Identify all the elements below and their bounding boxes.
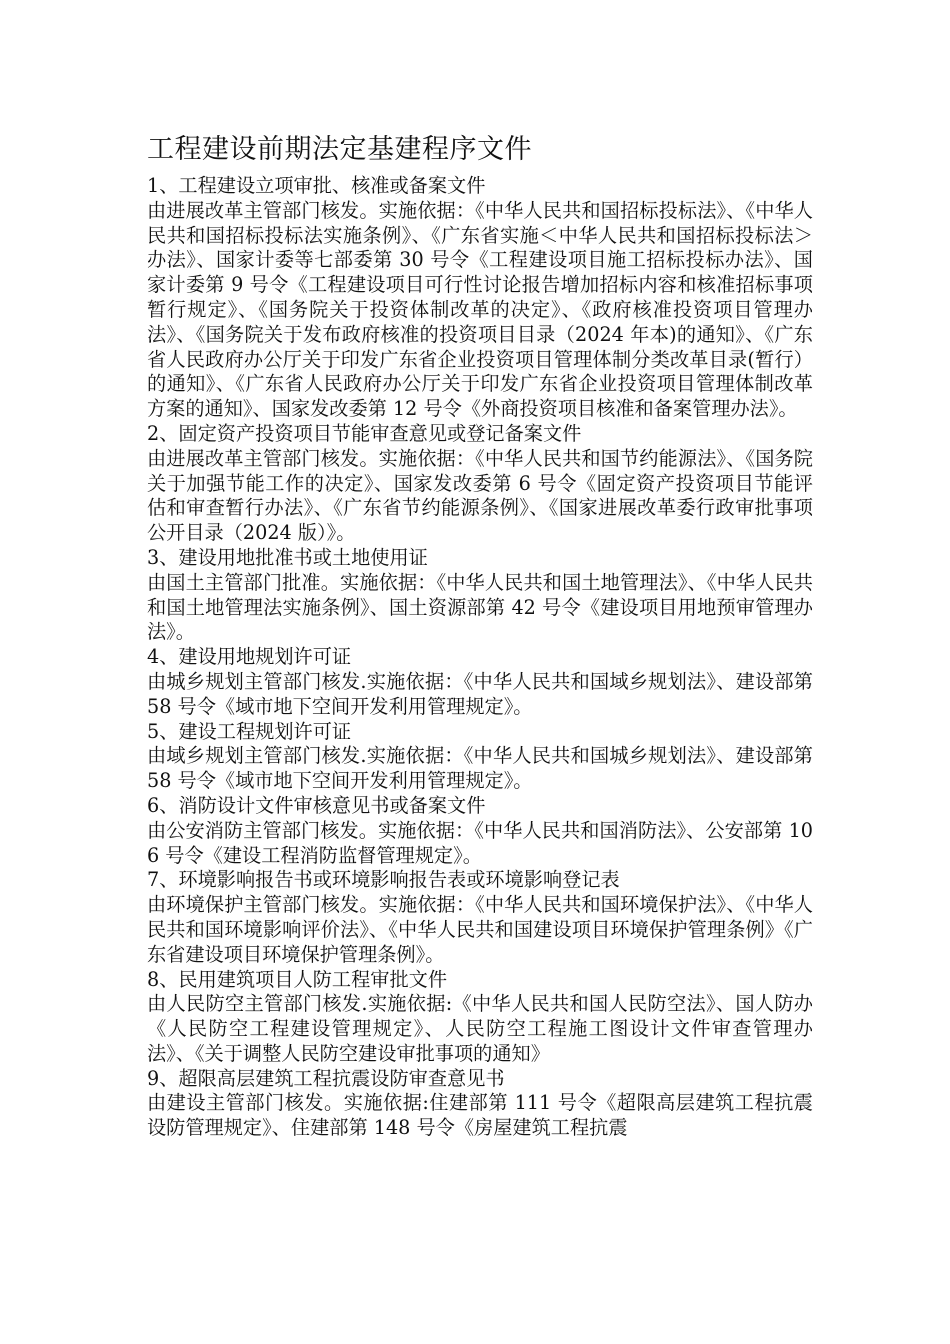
section-body: 由公安消防主管部门核发。实施依据：《中华人民共和国消防法》、公安部第 106 号令《建设工程消防监督管理规定》。 [147,818,813,867]
section-7 [147,868,813,967]
section-heading: 3、建设用地批准书或土地使用证 [147,545,428,569]
section-heading: 8、民用建筑项目人防工程审批文件 [147,967,448,991]
section-heading: 4、建设用地规划许可证 [147,645,352,669]
section-body: 由环境保护主管部门核发。实施依据：《中华人民共和国环境保护法》、《中华人民共和国环境影响评价法》、《中华人民共和国建设项目环境保护管理条例》《广东省建设项目环境保护管理条例》。 [147,893,813,966]
section-2 [147,422,813,546]
section-body: 由城乡规划主管部门核发.实施依据：《中华人民共和国域乡规划法》、建设部第 58 号令《域市地下空间开发利用管理规定》。 [147,669,813,718]
section-body: 由国土主管部门批准。实施依据：《中华人民共和国土地管理法》、《中华人民共和国土地管理法实施条例》、国土资源部第 42 号令《建设项目用地预审管理办法》。 [147,570,813,644]
section-body: 由域乡规划主管部门核发.实施依据：《中华人民共和国城乡规划法》、建设部第 58 号令《域市地下空间开发利用管理规定》。 [147,744,813,793]
section-heading: 9、超限高层建筑工程抗震设防审查意见书 [147,1066,505,1090]
section-3 [147,546,813,645]
section-heading: 7、环境影响报告书或环境影响报告表或环境影响登记表 [147,868,620,892]
section-9 [147,1067,813,1141]
section-body: 由进展改革主管部门核发。实施依据：《中华人民共和国节约能源法》、《国务院关于加强节能工作的决定》、国家发改委第 6 号令《固定资产投资项目节能评估和审查暂行办法》、《广东省节约能源条例》、《国家进展改革委行政审批事项公开目录（2024 版）》。 [147,446,813,545]
section-1 [147,174,813,422]
section-4 [147,645,813,719]
section-6 [147,794,813,868]
section-heading: 5、建设工程规划许可证 [147,719,352,743]
section-body: 由建设主管部门核发。实施依据:住建部第 111 号令《超限高层建筑工程抗震设防管理规定》、住建部第 148 号令《房屋建筑工程抗震 [147,1091,813,1140]
section-heading: 2、固定资产投资项目节能审查意见或登记备案文件 [147,421,582,445]
section-body: 由进展改革主管部门核发。实施依据：《中华人民共和国招标投标法》、《中华人民共和国招标投标法实施条例》、《广东省实施＜中华人民共和国招标投标法＞办法》、国家计委等七部委第 30 号令《工程建设项目施工招标投标办法》、国家计委第 9 号令《工程建设项目可行性讨论报告增加招标内容和核准招标事项暂行规定》、《国务院关于投资体制改革的决定》、《政府核准投资项目管理办法》、《国务院关于发布政府核准的投资项目目录（2024 年本)的通知》、《广东省人民政府办公厅关于印发广东省企业投资项目管理体制分类改革目录(暂行）的通知》、《广东省人民政府办公厅关于印发广东省企业投资项目管理体制改革方案的通知》、国家发改委第 12 号令《外商投资项目核准和备案管理办法》。 [147,198,813,421]
section-heading: 6、消防设计文件审核意见书或备案文件 [147,793,486,817]
section-body: 由人民防空主管部门核发.实施依据:《中华人民共和国人民防空法》、国人防办《人民防空工程建设管理规定》、人民防空工程施工图设计文件审查管理办法》、《关于调整人民防空建设审批事项的通知》 [147,992,813,1065]
section-heading: 1、工程建设立项审批、核准或备案文件 [147,174,486,197]
section-8 [147,968,813,1067]
section-5 [147,720,813,794]
document-title: 工程建设前期法定基建程序文件 [147,134,532,165]
document-page [147,128,813,1141]
